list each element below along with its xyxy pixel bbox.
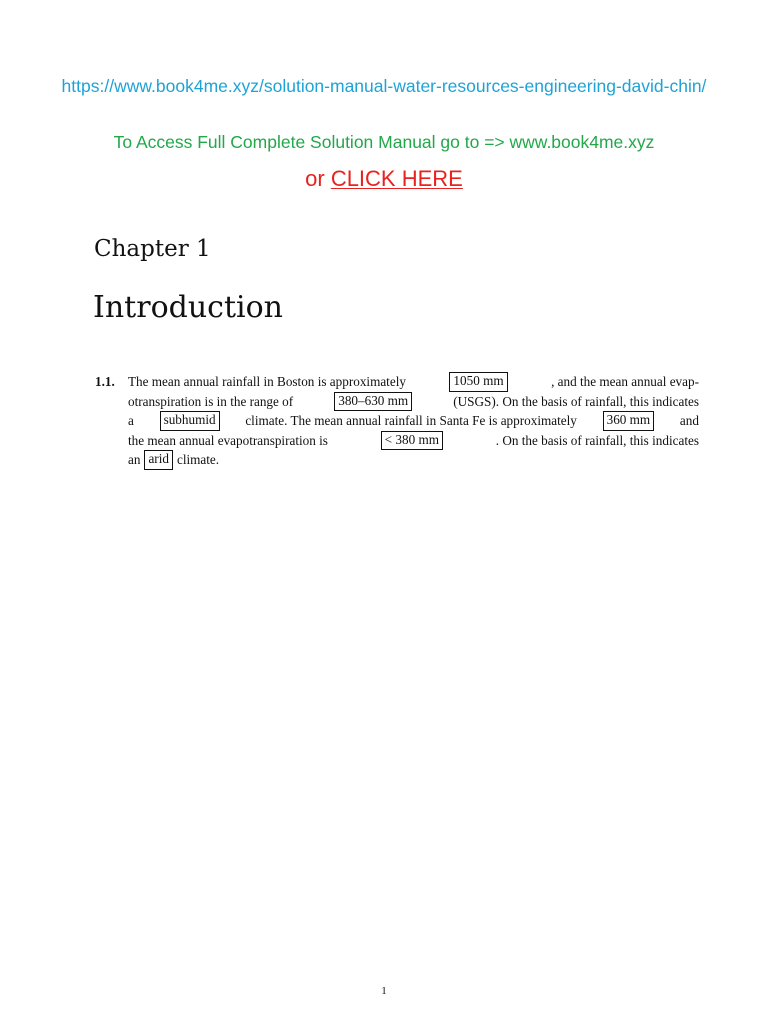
problem-number: 1.1. (95, 374, 115, 389)
line1-text-b: , and the mean annual evap- (551, 374, 699, 389)
answer-box-boston-evapotranspiration: 380–630 mm (334, 392, 412, 412)
line1-text-a: The mean annual rainfall in Boston is approximately (128, 374, 406, 389)
access-instruction: To Access Full Complete Solution Manual go to => www.book4me.xyz (113, 132, 655, 152)
problem-1-1 (95, 372, 699, 470)
book-url-link[interactable]: https://www.book4me.xyz/solution-manual-water-resources-engineering-david-chin/ (61, 76, 707, 96)
or-text: or (305, 166, 325, 191)
line2-text-b: (USGS). On the basis of rainfall, this indicates (453, 393, 699, 409)
line4-text-a: the mean annual evapotranspiration is (128, 432, 328, 448)
line3-text-a: a (128, 413, 134, 428)
line5-text-a: an (128, 452, 141, 467)
line4-text-b: . On the basis of rainfall, this indicates (495, 432, 699, 448)
problem-line-5 (95, 450, 699, 470)
problem-line-4 (95, 431, 699, 451)
line3-text-c: and (679, 413, 699, 428)
answer-box-santa-fe-evapotranspiration: < 380 mm (381, 431, 443, 451)
chapter-title: Introduction (93, 290, 283, 325)
line3-text-b: climate. The mean annual rainfall in Santa Fe is approximately (245, 413, 577, 428)
problem-line-1 (95, 372, 699, 392)
click-here-link[interactable]: CLICK HERE (330, 166, 463, 191)
problem-line-2 (95, 392, 699, 412)
answer-box-santa-fe-rainfall: 360 mm (603, 411, 655, 431)
answer-box-boston-climate: subhumid (160, 411, 220, 431)
line5-text-b: climate. (176, 452, 220, 467)
page-number: 1 (381, 985, 387, 997)
answer-box-boston-rainfall: 1050 mm (449, 372, 507, 392)
chapter-label: Chapter 1 (94, 236, 211, 262)
problem-line-3 (95, 411, 699, 431)
answer-box-santa-fe-climate: arid (144, 450, 173, 470)
line2-text-a: otranspiration is in the range of (128, 393, 294, 409)
click-here-line (0, 166, 768, 192)
